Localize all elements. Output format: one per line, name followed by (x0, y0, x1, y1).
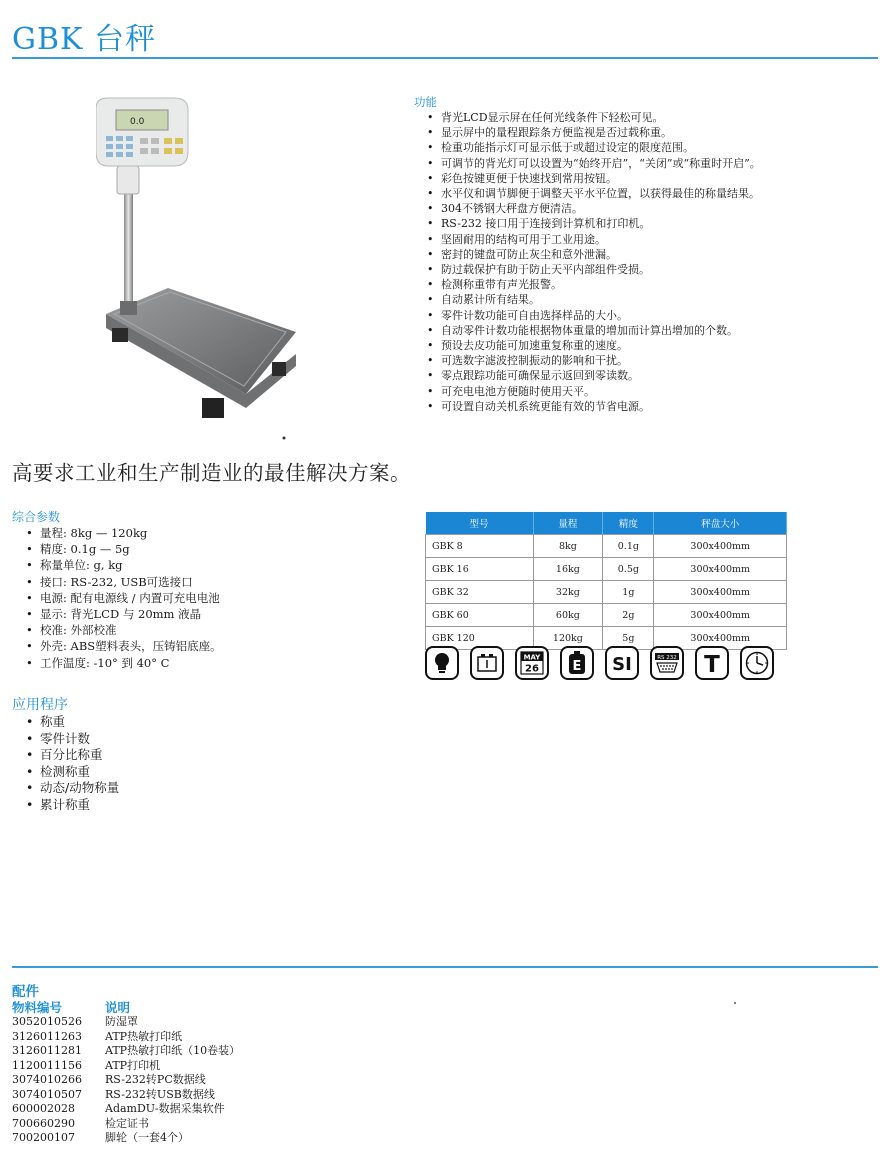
applications-heading: 应用程序 (12, 697, 68, 713)
feature-item: • 检重功能指示灯可显示低于或超过设定的限度范围。 (414, 140, 874, 155)
cell-model: GBK 60 (426, 604, 534, 627)
part-number: 700200107 (12, 1131, 75, 1144)
cell-readability: 0.5g (603, 558, 654, 581)
feature-item: • 显示屏中的量程跟踪条方便监视是否过载称重。 (414, 125, 874, 140)
accessories-col-description: 说明 (105, 1000, 131, 1015)
spec-item: • 工作温度: -10° 到 40° C (12, 655, 412, 671)
cell-model: GBK 120 (426, 627, 534, 650)
model-table (425, 512, 787, 650)
bottom-divider (12, 966, 878, 968)
col-header-readability: 精度 (603, 512, 654, 535)
cell-pan-size: 300x400mm (654, 558, 787, 581)
calendar-day-text: 26 (525, 663, 539, 675)
part-number: 1120011156 (12, 1058, 82, 1072)
table-row (426, 604, 787, 627)
application-item: • 检测称重 (12, 764, 412, 781)
cell-readability: 5g (603, 627, 654, 650)
spec-item: • 显示: 背光LCD 与 20mm 液晶 (12, 606, 412, 622)
part-description: AdamDU-数据采集软件 (105, 1102, 225, 1115)
cell-capacity: 16kg (533, 558, 603, 581)
list-item (12, 1044, 512, 1059)
spec-item: • 接口: RS-232, USB可选接口 (12, 574, 412, 590)
cell-pan-size: 300x400mm (654, 581, 787, 604)
cell-capacity: 60kg (533, 604, 603, 627)
product-image (96, 96, 306, 446)
feature-item: • 304不锈钢大秤盘方便清洁。 (414, 201, 874, 216)
cell-capacity: 8kg (533, 535, 603, 558)
spec-item: • 校准: 外部校准 (12, 622, 412, 638)
part-description: 脚轮（一套4个） (105, 1131, 189, 1144)
list-item (12, 1073, 512, 1088)
cell-pan-size: 300x400mm (654, 627, 787, 650)
applications-section (12, 694, 412, 813)
spec-item: • 电源: 配有电源线 / 内置可充电电池 (12, 590, 412, 606)
page-title: GBK 台秤 (12, 22, 156, 57)
cell-readability: 1g (603, 581, 654, 604)
feature-item: • 彩色按键更便于快速找到常用按钮。 (414, 171, 874, 186)
si-text: SI (612, 654, 632, 674)
part-number: 600002028 (12, 1102, 75, 1115)
application-item: • 动态/动物称量 (12, 780, 412, 797)
applications-list (12, 714, 412, 813)
feature-item: • 零件计数功能可自由选择样品的大小。 (414, 308, 874, 323)
part-description: ATP热敏打印纸 (105, 1029, 183, 1043)
part-description: ATP打印机 (105, 1058, 161, 1072)
top-divider (12, 57, 878, 59)
list-item (12, 1131, 512, 1146)
feature-item: • 坚固耐用的结构可用于工业用途。 (414, 232, 874, 247)
part-number: 3074010266 (12, 1073, 82, 1086)
features-list (414, 110, 874, 414)
battery-icon (470, 646, 504, 680)
list-item (12, 1088, 512, 1103)
accessories-col-part-number: 物料编号 (12, 1000, 63, 1015)
cell-capacity: 32kg (533, 581, 603, 604)
part-description: RS-232转PC数据线 (105, 1073, 206, 1086)
feature-item: • 可充电电池方便随时使用天平。 (414, 384, 874, 399)
feature-item: • 检测称重带有声光报警。 (414, 277, 874, 292)
part-number: 700660290 (12, 1116, 75, 1130)
cell-readability: 0.1g (603, 535, 654, 558)
feature-icons-row (425, 646, 774, 680)
calendar-month-text: MAY (523, 653, 541, 662)
col-header-model: 型号 (426, 512, 534, 535)
table-row (426, 558, 787, 581)
list-item (12, 1059, 512, 1074)
battery-letter: E (572, 659, 582, 674)
part-number: 3052010526 (12, 1015, 82, 1028)
calendar-icon (515, 646, 549, 680)
features-section (414, 94, 874, 414)
spec-item: • 量程: 8kg — 120kg (12, 525, 412, 541)
part-number: 3126011263 (12, 1029, 82, 1043)
tare-icon (695, 646, 729, 680)
cell-model: GBK 16 (426, 558, 534, 581)
spec-item: • 外壳: ABS塑料表头，压铸铝底座。 (12, 638, 412, 654)
speck (734, 1002, 736, 1004)
feature-item: • 水平仪和调节脚便于调整天平水平位置，以获得最佳的称量结果。 (414, 186, 874, 201)
e-icon (560, 646, 594, 680)
part-description: 防湿罩 (105, 1015, 138, 1028)
table-row (426, 535, 787, 558)
part-description: 检定证书 (105, 1116, 149, 1130)
feature-item: • 可设置自动关机系统更能有效的节省电源。 (414, 399, 874, 414)
application-item: • 零件计数 (12, 731, 412, 748)
feature-item: • RS-232 接口用于连接到计算机和打印机。 (414, 216, 874, 231)
specs-section (12, 508, 412, 671)
application-item: • 百分比称重 (12, 747, 412, 764)
tare-letter: T (704, 652, 720, 675)
cell-capacity: 120kg (533, 627, 603, 650)
list-item (12, 1015, 512, 1030)
list-item (12, 1030, 512, 1045)
application-item: • 称重 (12, 714, 412, 731)
rs232-text: RS 232 (657, 655, 677, 661)
list-item (12, 1102, 512, 1117)
part-number: 3126011281 (12, 1044, 82, 1057)
feature-item: • 防过载保护有助于防止天平内部组件受损。 (414, 262, 874, 277)
application-item: • 累计称重 (12, 797, 412, 814)
cell-model: GBK 8 (426, 535, 534, 558)
feature-item: • 可调节的背光灯可以设置为“始终开启”，“关闭”或“称重时开启”。 (414, 156, 874, 171)
slogan: 高要求工业和生产制造业的最佳解决方案。 (12, 461, 411, 485)
spec-item: • 精度: 0.1g — 5g (12, 541, 412, 557)
col-header-capacity: 量程 (533, 512, 603, 535)
feature-item: • 自动累计所有结果。 (414, 292, 874, 307)
specs-list (12, 525, 412, 671)
accessories-header (12, 1000, 512, 1015)
feature-item: • 自动零件计数功能根据物体重量的增加而计算出增加的个数。 (414, 323, 874, 338)
feature-item: • 背光LCD显示屏在任何光线条件下轻松可见。 (414, 110, 874, 125)
feature-item: • 预设去皮功能可加速重复称重的速度。 (414, 338, 874, 353)
col-header-pan-size: 秤盘大小 (654, 512, 787, 535)
cell-pan-size: 300x400mm (654, 535, 787, 558)
si-icon (605, 646, 639, 680)
cell-readability: 2g (603, 604, 654, 627)
accessories-section (12, 984, 512, 1146)
bulb-icon (425, 646, 459, 680)
clock-icon (740, 646, 774, 680)
feature-item: • 可选数字滤波控制振动的影响和干扰。 (414, 353, 874, 368)
feature-item: • 密封的键盘可防止灰尘和意外泄漏。 (414, 247, 874, 262)
spec-item: • 称量单位: g, kg (12, 557, 412, 573)
svg-text:0.0: 0.0 (130, 117, 145, 127)
table-row (426, 581, 787, 604)
feature-item: • 零点跟踪功能可确保显示返回到零读数。 (414, 368, 874, 383)
accessories-title: 配件 (12, 984, 39, 1000)
list-item (12, 1117, 512, 1132)
part-description: RS-232转USB数据线 (105, 1087, 215, 1101)
part-description: ATP热敏打印纸（10卷装） (105, 1044, 241, 1057)
part-number: 3074010507 (12, 1087, 82, 1101)
rs232-icon (650, 646, 684, 680)
cell-model: GBK 32 (426, 581, 534, 604)
specs-heading: 综合参数 (12, 510, 61, 524)
features-heading: 功能 (414, 95, 437, 109)
cell-pan-size: 300x400mm (654, 604, 787, 627)
table-header-row (426, 512, 787, 535)
